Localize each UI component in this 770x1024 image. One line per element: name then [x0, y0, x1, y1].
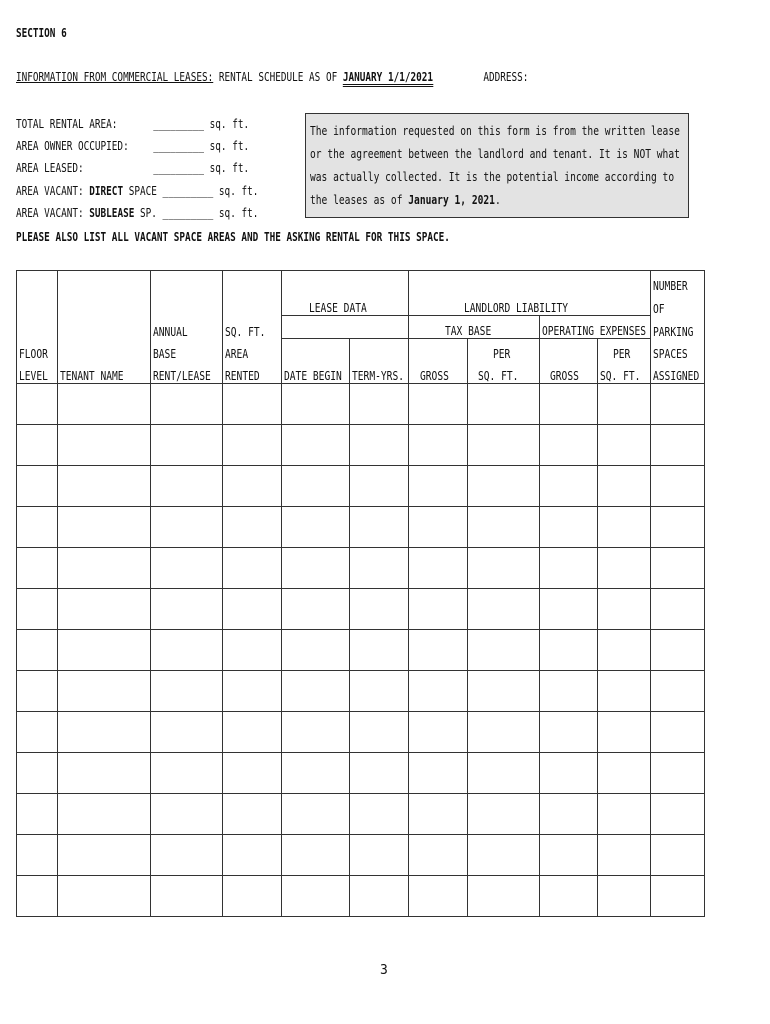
parking-spaces-assigned-cell[interactable] — [651, 671, 705, 712]
section-title: SECTION 6 — [16, 26, 67, 40]
parking-spaces-assigned-cell[interactable] — [651, 835, 705, 876]
tax-base-per-sqft-cell[interactable] — [468, 548, 540, 589]
tax-base-per-sqft-cell[interactable] — [468, 835, 540, 876]
tenant-name-cell[interactable] — [58, 384, 151, 425]
area-vacant-label: AREA VACANT: — [16, 184, 84, 198]
floor-level-cell[interactable] — [17, 753, 58, 794]
sqft-area-rented-cell[interactable] — [223, 835, 282, 876]
parking-parking-header: PARKING — [651, 316, 705, 339]
area-vacant-label: AREA VACANT: — [16, 206, 84, 220]
floor-header: FLOOR — [17, 339, 58, 362]
area-leased-field[interactable]: _________ — [153, 161, 205, 175]
level-header: LEVEL — [17, 361, 58, 384]
annual-base-rent-cell[interactable] — [151, 589, 223, 630]
sqft-area-rented-cell[interactable] — [223, 753, 282, 794]
operating-expenses-per-sqft-cell[interactable] — [598, 384, 651, 425]
date-begin-header: DATE BEGIN — [282, 361, 350, 384]
notice-box — [305, 113, 689, 218]
annual-base-rent-cell[interactable] — [151, 466, 223, 507]
tax-base-gross-cell[interactable] — [409, 425, 468, 466]
tax-base-per-sqft-cell[interactable] — [468, 630, 540, 671]
tax-base-gross-cell[interactable] — [409, 507, 468, 548]
annual-base-rent-cell[interactable] — [151, 712, 223, 753]
tax-base-per-sqft-cell[interactable] — [468, 671, 540, 712]
page-number: 3 — [380, 963, 388, 978]
annual-base-rent-cell[interactable] — [151, 876, 223, 917]
table-row — [17, 384, 705, 425]
tax-per-header: PER — [468, 339, 540, 362]
sqft-area-rented-cell[interactable] — [223, 589, 282, 630]
table-row — [17, 507, 705, 548]
form-header — [16, 70, 673, 84]
term-yrs-cell[interactable] — [350, 630, 409, 671]
sqft-area-rented-cell[interactable] — [223, 630, 282, 671]
notice-date: January 1, 2021 — [408, 193, 495, 207]
parking-spaces-assigned-cell[interactable] — [651, 466, 705, 507]
date-begin-cell[interactable] — [282, 794, 350, 835]
area-vacant-sublease-line — [16, 206, 327, 220]
parking-spaces-assigned-cell[interactable] — [651, 712, 705, 753]
area-vacant-direct-line — [16, 184, 327, 198]
table-row — [17, 466, 705, 507]
tax-base-per-sqft-cell[interactable] — [468, 384, 540, 425]
sublease-label: SUBLEASE — [89, 206, 135, 220]
parking-spaces-assigned-cell[interactable] — [651, 794, 705, 835]
operating-expenses-per-sqft-cell[interactable] — [598, 712, 651, 753]
tax-base-per-sqft-cell[interactable] — [468, 753, 540, 794]
vacant-space-instruction: PLEASE ALSO LIST ALL VACANT SPACE AREAS AND THE ASKING RENTAL FOR THIS SPACE. — [16, 230, 450, 244]
space-label: SPACE — [128, 184, 157, 198]
floor-level-cell[interactable] — [17, 835, 58, 876]
parking-spaces-assigned-cell[interactable] — [651, 548, 705, 589]
operating-expenses-per-sqft-cell[interactable] — [598, 753, 651, 794]
sqft-area-rented-cell[interactable] — [223, 876, 282, 917]
parking-spaces-header: SPACES — [651, 339, 705, 362]
operating-expenses-gross-cell[interactable] — [540, 876, 598, 917]
operating-expenses-gross-cell[interactable] — [540, 466, 598, 507]
tax-base-per-sqft-cell[interactable] — [468, 876, 540, 917]
table-row — [17, 671, 705, 712]
operating-expenses-per-sqft-cell[interactable] — [598, 671, 651, 712]
tax-base-gross-cell[interactable] — [409, 753, 468, 794]
sqft-area-rented-cell[interactable] — [223, 548, 282, 589]
annual-base-rent-cell[interactable] — [151, 671, 223, 712]
tenant-name-cell[interactable] — [58, 753, 151, 794]
tenant-name-cell[interactable] — [58, 507, 151, 548]
sqft-header: SQ. FT. — [223, 316, 282, 339]
floor-level-cell[interactable] — [17, 794, 58, 835]
operating-expenses-per-sqft-cell[interactable] — [598, 548, 651, 589]
operating-expenses-per-sqft-cell[interactable] — [598, 589, 651, 630]
parking-spaces-assigned-cell[interactable] — [651, 425, 705, 466]
term-yrs-header-spacer — [350, 339, 409, 362]
annual-header-spacer — [151, 293, 223, 316]
area-owner-occupied-label: AREA OWNER OCCUPIED: — [16, 139, 129, 153]
unit-label: sq. ft. — [218, 206, 259, 220]
term-yrs-cell[interactable] — [350, 671, 409, 712]
table-row — [17, 712, 705, 753]
sqft-area-rented-cell[interactable] — [223, 466, 282, 507]
operating-expenses-header: OPERATING EXPENSES — [540, 316, 651, 339]
sqft-area-rented-cell[interactable] — [223, 425, 282, 466]
date-begin-cell[interactable] — [282, 630, 350, 671]
parking-assigned-header: ASSIGNED — [651, 361, 705, 384]
operating-expenses-gross-cell[interactable] — [540, 671, 598, 712]
landlord-liability-header-top — [409, 271, 651, 294]
tenant-name-cell[interactable] — [58, 794, 151, 835]
notice-period: . — [494, 193, 501, 207]
annual-base-rent-cell[interactable] — [151, 794, 223, 835]
lease-schedule-table — [16, 270, 705, 917]
operating-expenses-per-sqft-cell[interactable] — [598, 794, 651, 835]
tenant-name-cell[interactable] — [58, 712, 151, 753]
parking-spaces-assigned-cell[interactable] — [651, 753, 705, 794]
address-label: ADDRESS: — [483, 70, 529, 84]
op-per-sqft-header: SQ. FT. — [598, 361, 651, 384]
sqft-area-rented-cell[interactable] — [223, 712, 282, 753]
parking-spaces-assigned-cell[interactable] — [651, 630, 705, 671]
tax-base-gross-cell[interactable] — [409, 835, 468, 876]
tax-base-header: TAX BASE — [409, 316, 540, 339]
lease-data-subheader-spacer — [282, 316, 409, 339]
sqft-area-rented-cell[interactable] — [223, 384, 282, 425]
parking-spaces-assigned-cell[interactable] — [651, 589, 705, 630]
table-row — [17, 589, 705, 630]
tenant-name-cell[interactable] — [58, 630, 151, 671]
date-begin-cell[interactable] — [282, 835, 350, 876]
term-yrs-cell[interactable] — [350, 466, 409, 507]
lease-data-header: LEASE DATA — [282, 293, 409, 316]
term-yrs-cell[interactable] — [350, 589, 409, 630]
floor-level-cell[interactable] — [17, 876, 58, 917]
tax-base-gross-cell[interactable] — [409, 466, 468, 507]
date-begin-header-spacer — [282, 339, 350, 362]
tenant-name-cell[interactable] — [58, 425, 151, 466]
sp-label: SP. — [139, 206, 157, 220]
term-yrs-cell[interactable] — [350, 876, 409, 917]
table-row — [17, 753, 705, 794]
table-row — [17, 835, 705, 876]
floor-level-cell[interactable] — [17, 712, 58, 753]
date-begin-cell[interactable] — [282, 753, 350, 794]
tax-base-gross-cell[interactable] — [409, 630, 468, 671]
floor-level-cell[interactable] — [17, 466, 58, 507]
term-yrs-cell[interactable] — [350, 425, 409, 466]
tenant-name-cell[interactable] — [58, 876, 151, 917]
op-gross-header: GROSS — [540, 361, 598, 384]
op-gross-header-spacer — [540, 339, 598, 362]
tax-base-per-sqft-cell[interactable] — [468, 507, 540, 548]
area-owner-occupied-field[interactable]: _________ — [153, 139, 205, 153]
floor-level-header-top — [17, 271, 58, 294]
operating-expenses-gross-cell[interactable] — [540, 425, 598, 466]
sqft-area-rented-cell[interactable] — [223, 671, 282, 712]
date-begin-cell[interactable] — [282, 712, 350, 753]
operating-expenses-gross-cell[interactable] — [540, 507, 598, 548]
unit-label: sq. ft. — [218, 184, 259, 198]
tenant-name-cell[interactable] — [58, 589, 151, 630]
parking-spaces-assigned-cell[interactable] — [651, 507, 705, 548]
annual-base-rent-cell[interactable] — [151, 507, 223, 548]
date-begin-cell[interactable] — [282, 876, 350, 917]
rented-header: RENTED — [223, 361, 282, 384]
floor-level-header-spacer — [17, 293, 58, 316]
tax-gross-header: GROSS — [409, 361, 468, 384]
operating-expenses-gross-cell[interactable] — [540, 548, 598, 589]
floor-level-cell[interactable] — [17, 671, 58, 712]
floor-level-cell[interactable] — [17, 548, 58, 589]
tax-base-gross-cell[interactable] — [409, 712, 468, 753]
operating-expenses-gross-cell[interactable] — [540, 589, 598, 630]
table-row — [17, 548, 705, 589]
table-row — [17, 630, 705, 671]
annual-base-rent-cell[interactable] — [151, 753, 223, 794]
annual-base-rent-cell[interactable] — [151, 425, 223, 466]
tax-base-gross-cell[interactable] — [409, 548, 468, 589]
operating-expenses-per-sqft-cell[interactable] — [598, 630, 651, 671]
area-leased-label: AREA LEASED: — [16, 161, 84, 175]
tenant-name-header-top — [58, 271, 151, 294]
parking-number-header: NUMBER — [651, 271, 705, 294]
annual-base-rent-cell[interactable] — [151, 384, 223, 425]
date-begin-cell[interactable] — [282, 671, 350, 712]
unit-label: sq. ft. — [209, 161, 250, 175]
operating-expenses-gross-cell[interactable] — [540, 794, 598, 835]
tax-base-gross-cell[interactable] — [409, 794, 468, 835]
floor-level-cell[interactable] — [17, 384, 58, 425]
date-begin-cell[interactable] — [282, 384, 350, 425]
tax-base-per-sqft-cell[interactable] — [468, 589, 540, 630]
tax-base-gross-cell[interactable] — [409, 384, 468, 425]
tax-per-sqft-header: SQ. FT. — [468, 361, 540, 384]
rent-lease-header: RENT/LEASE — [151, 361, 223, 384]
operating-expenses-gross-cell[interactable] — [540, 384, 598, 425]
sqft-area-rented-cell[interactable] — [223, 794, 282, 835]
parking-spaces-assigned-cell[interactable] — [651, 876, 705, 917]
operating-expenses-gross-cell[interactable] — [540, 835, 598, 876]
op-per-header: PER — [598, 339, 651, 362]
tax-base-gross-cell[interactable] — [409, 589, 468, 630]
date-begin-cell[interactable] — [282, 589, 350, 630]
floor-level-cell[interactable] — [17, 589, 58, 630]
operating-expenses-per-sqft-cell[interactable] — [598, 466, 651, 507]
term-yrs-cell[interactable] — [350, 548, 409, 589]
annual-base-rent-cell[interactable] — [151, 835, 223, 876]
tenant-name-header-spacer — [58, 293, 151, 316]
table-row — [17, 794, 705, 835]
sqft-area-rented-cell[interactable] — [223, 507, 282, 548]
floor-level-cell[interactable] — [17, 507, 58, 548]
operating-expenses-gross-cell[interactable] — [540, 630, 598, 671]
term-yrs-cell[interactable] — [350, 835, 409, 876]
tenant-name-cell[interactable] — [58, 466, 151, 507]
area-vacant-direct-field[interactable]: _________ — [162, 184, 214, 198]
operating-expenses-per-sqft-cell[interactable] — [598, 507, 651, 548]
tax-base-per-sqft-cell[interactable] — [468, 466, 540, 507]
area-owner-occupied-line — [16, 139, 315, 153]
notice-text: The information requested on this form is from the written lease or the agreement between the landlord and tenant. It is NOT what was actually collected. It is the potential income according to the leases as of — [310, 124, 680, 207]
area-leased-line — [16, 161, 315, 175]
area-header: AREA — [223, 339, 282, 362]
total-rental-area-line — [16, 117, 315, 131]
tenant-name-cell[interactable] — [58, 548, 151, 589]
area-vacant-sublease-field[interactable]: _________ — [162, 206, 214, 220]
landlord-liability-header: LANDLORD LIABILITY — [409, 293, 651, 316]
annual-header-top — [151, 271, 223, 294]
lease-schedule-body — [17, 384, 705, 917]
date-begin-cell[interactable] — [282, 466, 350, 507]
tax-base-per-sqft-cell[interactable] — [468, 425, 540, 466]
tax-base-per-sqft-cell[interactable] — [468, 712, 540, 753]
floor-level-cell[interactable] — [17, 425, 58, 466]
annual-base-rent-cell[interactable] — [151, 630, 223, 671]
operating-expenses-per-sqft-cell[interactable] — [598, 835, 651, 876]
total-rental-area-field[interactable]: _________ — [153, 117, 205, 131]
annual-base-rent-cell[interactable] — [151, 548, 223, 589]
floor-level-cell[interactable] — [17, 630, 58, 671]
header-date: JANUARY 1/1/2021 — [343, 70, 433, 87]
tenant-name-header-spacer — [58, 339, 151, 362]
table-row — [17, 425, 705, 466]
tenant-name-cell[interactable] — [58, 835, 151, 876]
date-begin-cell[interactable] — [282, 548, 350, 589]
base-header: BASE — [151, 339, 223, 362]
tax-base-gross-cell[interactable] — [409, 876, 468, 917]
term-yrs-header: TERM-YRS. — [350, 361, 409, 384]
operating-expenses-per-sqft-cell[interactable] — [598, 876, 651, 917]
operating-expenses-per-sqft-cell[interactable] — [598, 425, 651, 466]
tax-base-per-sqft-cell[interactable] — [468, 794, 540, 835]
term-yrs-cell[interactable] — [350, 384, 409, 425]
parking-of-header: OF — [651, 293, 705, 316]
date-begin-cell[interactable] — [282, 425, 350, 466]
term-yrs-cell[interactable] — [350, 712, 409, 753]
floor-level-header-spacer — [17, 316, 58, 339]
unit-label: sq. ft. — [209, 139, 250, 153]
operating-expenses-gross-cell[interactable] — [540, 712, 598, 753]
total-rental-area-label: TOTAL RENTAL AREA: — [16, 117, 118, 131]
tax-gross-header-spacer — [409, 339, 468, 362]
table-row — [17, 876, 705, 917]
date-begin-cell[interactable] — [282, 507, 350, 548]
tenant-name-header-spacer — [58, 316, 151, 339]
sqft-header-spacer — [223, 293, 282, 316]
tenant-name-header: TENANT NAME — [58, 361, 151, 384]
sqft-header-top — [223, 271, 282, 294]
lease-data-header-top — [282, 271, 409, 294]
header-label: INFORMATION FROM COMMERCIAL LEASES: — [16, 70, 214, 84]
term-yrs-cell[interactable] — [350, 753, 409, 794]
tax-base-gross-cell[interactable] — [409, 671, 468, 712]
header-schedule-text: RENTAL SCHEDULE AS OF — [218, 70, 338, 84]
direct-label: DIRECT — [89, 184, 124, 198]
term-yrs-cell[interactable] — [350, 507, 409, 548]
parking-spaces-assigned-cell[interactable] — [651, 384, 705, 425]
term-yrs-cell[interactable] — [350, 794, 409, 835]
annual-header: ANNUAL — [151, 316, 223, 339]
operating-expenses-gross-cell[interactable] — [540, 753, 598, 794]
unit-label: sq. ft. — [209, 117, 250, 131]
tenant-name-cell[interactable] — [58, 671, 151, 712]
